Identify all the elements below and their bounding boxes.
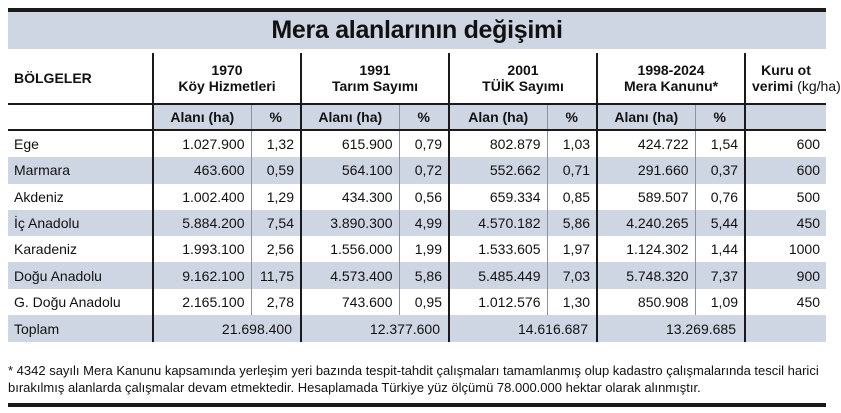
header-group-1998-2024 bbox=[597, 53, 745, 104]
header-regions: BÖLGELER bbox=[8, 53, 153, 104]
region-name: Marmara bbox=[8, 157, 153, 183]
header-yield-line1: Kuru ot bbox=[761, 62, 811, 78]
pct-1970: 2,78 bbox=[251, 289, 301, 315]
total-row bbox=[8, 315, 826, 342]
pct-2001: 1,97 bbox=[547, 236, 597, 262]
area-2001: 5.485.449 bbox=[449, 262, 547, 288]
pct-1991: 1,99 bbox=[399, 236, 449, 262]
yield: 1000 bbox=[788, 241, 821, 258]
header-area: Alanı (ha) bbox=[597, 104, 695, 130]
pct-1970: 0,59 bbox=[251, 157, 301, 183]
total-1970: 21.698.400 bbox=[153, 315, 301, 342]
page-title: Mera alanlarının değişimi bbox=[271, 16, 563, 44]
header-pct: % bbox=[695, 104, 745, 130]
region-name: İç Anadolu bbox=[8, 210, 153, 236]
region-name: G. Doğu Anadolu bbox=[8, 289, 153, 315]
header-year: 1991 bbox=[359, 62, 391, 78]
yield: 450 bbox=[745, 210, 826, 236]
area-2001: 1.012.576 bbox=[478, 293, 541, 310]
header-group-1991 bbox=[301, 53, 449, 104]
area-1991: 615.900 bbox=[341, 136, 393, 153]
pasture-table bbox=[8, 53, 841, 342]
area-2001: 4.570.182 bbox=[449, 210, 547, 236]
pct-2001: 1,03 bbox=[547, 130, 597, 157]
area-1991: 564.100 bbox=[301, 157, 399, 183]
area-1970: 2.165.100 bbox=[182, 293, 245, 310]
header-pct: % bbox=[547, 104, 597, 130]
header-year: 1998-2024 bbox=[637, 62, 705, 78]
pct-1991: 0,79 bbox=[399, 130, 449, 157]
area-1970: 1.027.900 bbox=[182, 136, 245, 153]
header-year: 2001 bbox=[507, 62, 539, 78]
table-row bbox=[8, 157, 826, 183]
table-row bbox=[8, 210, 826, 236]
area-2024: 291.660 bbox=[597, 157, 695, 183]
pct-2001: 1,30 bbox=[547, 289, 597, 315]
pct-2024: 1,44 bbox=[695, 236, 745, 262]
pct-1970: 1,32 bbox=[251, 130, 301, 157]
header-area: Alanı (ha) bbox=[301, 104, 399, 130]
yield: 600 bbox=[796, 136, 821, 153]
pct-1970: 2,56 bbox=[251, 236, 301, 262]
bottom-rule bbox=[8, 403, 826, 407]
table-row bbox=[8, 184, 826, 210]
area-2001: 552.662 bbox=[449, 157, 547, 183]
pct-2024: 7,37 bbox=[695, 262, 745, 288]
header-source: Tarım Sayımı bbox=[331, 78, 419, 94]
header-yield-unit: (kg/ha) bbox=[797, 78, 841, 94]
pct-2024: 1,54 bbox=[695, 130, 745, 157]
yield: 450 bbox=[796, 293, 821, 310]
pct-2024: 0,37 bbox=[695, 157, 745, 183]
table-row bbox=[8, 289, 826, 315]
pct-1991: 0,95 bbox=[399, 289, 449, 315]
pct-2024: 0,76 bbox=[695, 184, 745, 210]
pct-1991: 0,72 bbox=[399, 157, 449, 183]
pct-2024: 5,44 bbox=[695, 210, 745, 236]
header-blank bbox=[8, 104, 153, 130]
pct-2001: 5,86 bbox=[547, 210, 597, 236]
area-1991: 434.300 bbox=[341, 188, 393, 205]
area-1970: 5.884.200 bbox=[153, 210, 251, 236]
total-label: Toplam bbox=[8, 315, 153, 342]
pct-1991: 5,86 bbox=[399, 262, 449, 288]
title-bar bbox=[8, 8, 826, 49]
header-area: Alanı (ha) bbox=[153, 104, 251, 130]
header-area: Alan (ha) bbox=[449, 104, 547, 130]
area-1991: 3.890.300 bbox=[301, 210, 399, 236]
area-2024: 4.240.265 bbox=[597, 210, 695, 236]
header-group-1970 bbox=[153, 53, 301, 104]
area-1991: 4.573.400 bbox=[301, 262, 399, 288]
area-2024: 850.908 bbox=[637, 293, 689, 310]
area-2024: 424.722 bbox=[637, 136, 689, 153]
header-pct: % bbox=[399, 104, 449, 130]
region-name: Doğu Anadolu bbox=[8, 262, 153, 288]
total-2001: 14.616.687 bbox=[449, 315, 597, 342]
header-blank bbox=[745, 104, 826, 130]
total-1991: 12.377.600 bbox=[301, 315, 449, 342]
pct-1970: 7,54 bbox=[251, 210, 301, 236]
area-1970: 1.993.100 bbox=[182, 241, 245, 258]
pct-2001: 7,03 bbox=[547, 262, 597, 288]
header-pct: % bbox=[251, 104, 301, 130]
pct-1970: 1,29 bbox=[251, 184, 301, 210]
header-source: Mera Kanunu* bbox=[623, 78, 719, 94]
header-group-2001 bbox=[449, 53, 597, 104]
area-2001: 802.879 bbox=[489, 136, 541, 153]
pct-1991: 0,56 bbox=[399, 184, 449, 210]
header-source: Köy Hizmetleri bbox=[178, 78, 276, 94]
yield: 500 bbox=[796, 188, 821, 205]
pct-2001: 0,85 bbox=[547, 184, 597, 210]
pct-2024: 1,09 bbox=[695, 289, 745, 315]
header-yield-line2: verimi bbox=[752, 78, 798, 94]
footnote: * 4342 sayılı Mera Kanunu kapsamında yerleşim yeri bazında tespit-tahdit çalışmaları tamamlanmış olup kadastro çalışmalarında tescil harici bırakılmış alanlarda çalışmalar devam etmektedir. Hesaplamada Türkiye yüz ölçümü 78.000.000 hektar olarak alınmıştır. bbox=[8, 363, 819, 395]
area-1970: 463.600 bbox=[153, 157, 251, 183]
area-2024: 1.124.302 bbox=[626, 241, 689, 258]
pct-1970: 11,75 bbox=[251, 262, 301, 288]
region-name: Akdeniz bbox=[8, 184, 153, 210]
header-yield bbox=[745, 53, 841, 104]
header-year: 1970 bbox=[211, 62, 243, 78]
region-name: Ege bbox=[8, 130, 153, 157]
area-1991: 743.600 bbox=[341, 293, 393, 310]
area-1970: 9.162.100 bbox=[153, 262, 251, 288]
total-2024: 13.269.685 bbox=[597, 315, 745, 342]
table-row bbox=[8, 130, 826, 157]
area-2024: 589.507 bbox=[637, 188, 689, 205]
header-row-units bbox=[8, 104, 826, 130]
pct-2001: 0,71 bbox=[547, 157, 597, 183]
area-1970: 1.002.400 bbox=[182, 188, 245, 205]
area-2024: 5.748.320 bbox=[597, 262, 695, 288]
area-1991: 1.556.000 bbox=[330, 241, 393, 258]
header-row-groups bbox=[8, 53, 826, 104]
header-source: TÜİK Sayımı bbox=[482, 78, 564, 94]
table-row bbox=[8, 236, 826, 262]
region-name: Karadeniz bbox=[8, 236, 153, 262]
pct-1991: 4,99 bbox=[399, 210, 449, 236]
table-row bbox=[8, 262, 826, 288]
area-2001: 659.334 bbox=[489, 188, 541, 205]
total-yield-blank bbox=[745, 315, 826, 342]
area-2001: 1.533.605 bbox=[478, 241, 541, 258]
yield: 600 bbox=[745, 157, 826, 183]
yield: 900 bbox=[745, 262, 826, 288]
